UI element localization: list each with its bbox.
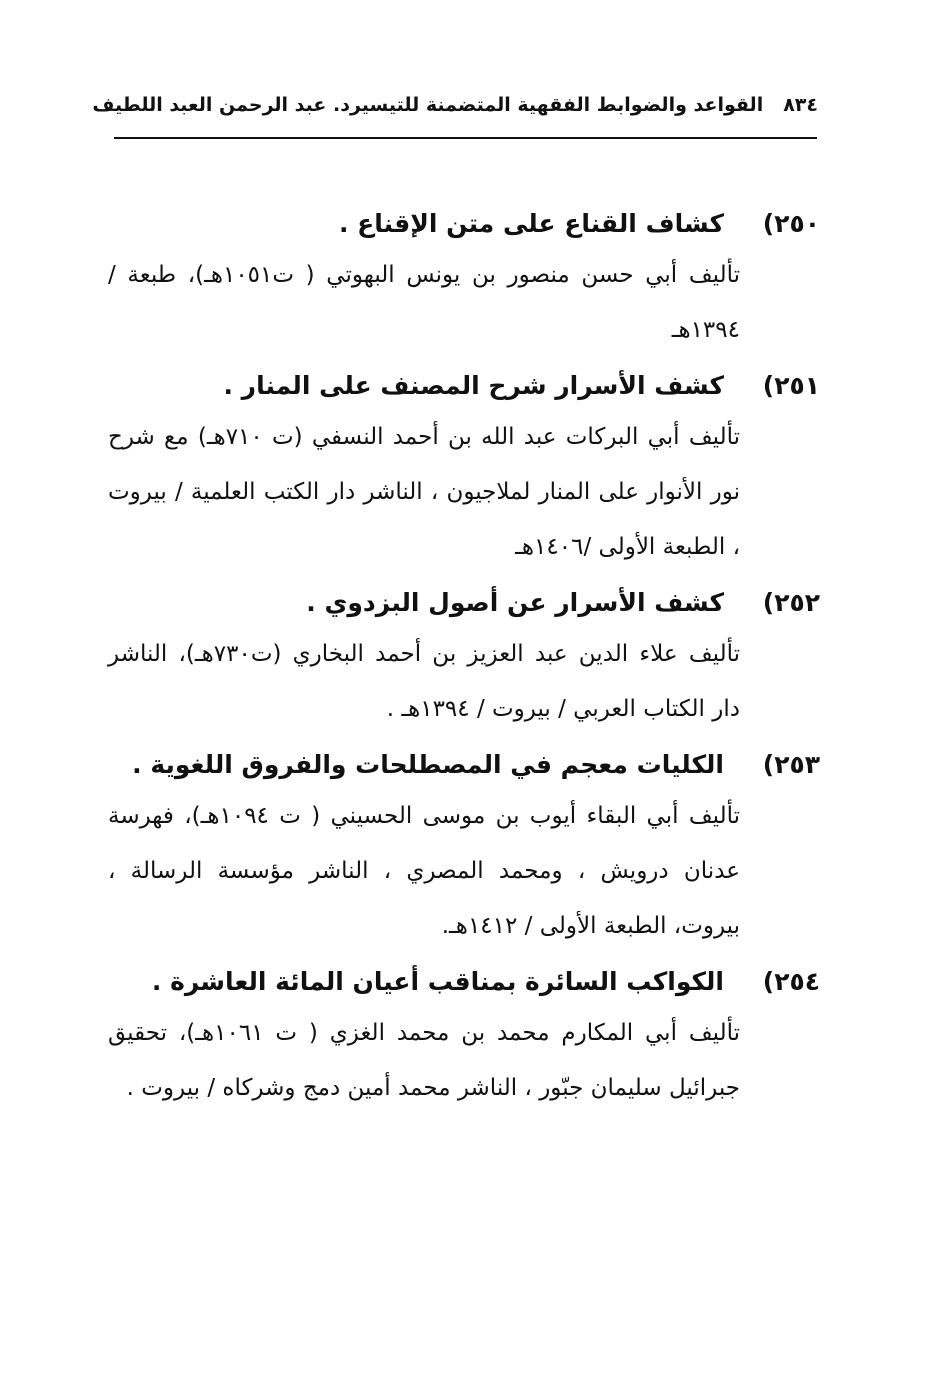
entry-heading: [108, 577, 820, 627]
entry-details: تأليف أبي البقاء أيوب بن موسى الحسيني ( ت ١٠٩٤هـ)، فهرسة عدنان درويش ، ومحمد المصري ، الناشر مؤسسة الرسالة ، بيروت، الطبعة الأولى / ١٤١٢هـ.: [108, 803, 741, 939]
bibliography-entry: [108, 577, 820, 739]
entry-details: تأليف أبي حسن منصور بن يونس البهوتي ( ت١٠٥١هـ)، طبعة / ١٣٩٤هـ: [108, 262, 740, 343]
entry-heading: [108, 956, 820, 1006]
entry-heading: [108, 198, 820, 248]
entry-title: كشف الأسرار عن أصول البزدوي .: [306, 587, 724, 617]
entry-title: كشاف القناع على متن الإقناع .: [338, 208, 724, 238]
header-divider: [114, 137, 817, 139]
page-number: ٨٣٤: [783, 94, 818, 116]
running-header: [92, 88, 818, 122]
entry-number: ٢٥٠): [762, 208, 820, 238]
entry-number: ٢٥١): [762, 370, 820, 400]
bibliography-entry: [108, 198, 820, 360]
entry-number: ٢٥٤): [762, 966, 820, 996]
entry-heading: [108, 360, 820, 410]
entry-heading: [108, 739, 820, 789]
entry-title: الكليات معجم في المصطلحات والفروق اللغوية .: [132, 749, 724, 779]
entry-details: تأليف أبي المكارم محمد بن محمد الغزي ( ت ١٠٦١هـ)، تحقيق جبرائيل سليمان جبّور ، الناشر محمد أمين دمج وشركاه / بيروت .: [108, 1020, 740, 1101]
bibliography-entry: [108, 360, 820, 577]
entry-number: ٢٥٢): [762, 587, 820, 617]
entry-title: كشف الأسرار شرح المصنف على المنار .: [223, 370, 724, 400]
entry-number: ٢٥٣): [762, 749, 820, 779]
entry-details: تأليف علاء الدين عبد العزيز بن أحمد البخاري (ت٧٣٠هـ)، الناشر دار الكتاب العربي / بيروت / ١٣٩٤هـ .: [108, 641, 740, 722]
bibliography-entry: [108, 739, 820, 956]
bibliography-entry: [108, 956, 820, 1118]
entry-details: تأليف أبي البركات عبد الله بن أحمد النسفي (ت ٧١٠هـ) مع شرح نور الأنوار على المنار لملاجيون ، الناشر دار الكتب العلمية / بيروت ، الطبعة الأولى /١٤٠٦هـ: [108, 424, 740, 560]
book-title: القواعد والضوابط الفقهية المتضمنة للتيسير: [349, 94, 764, 116]
entry-title: الكواكب السائرة بمناقب أعيان المائة العاشرة .: [151, 966, 724, 996]
author-name: د. عبد الرحمن العبد اللطيف: [92, 94, 350, 116]
bibliography-list: [108, 198, 820, 1118]
